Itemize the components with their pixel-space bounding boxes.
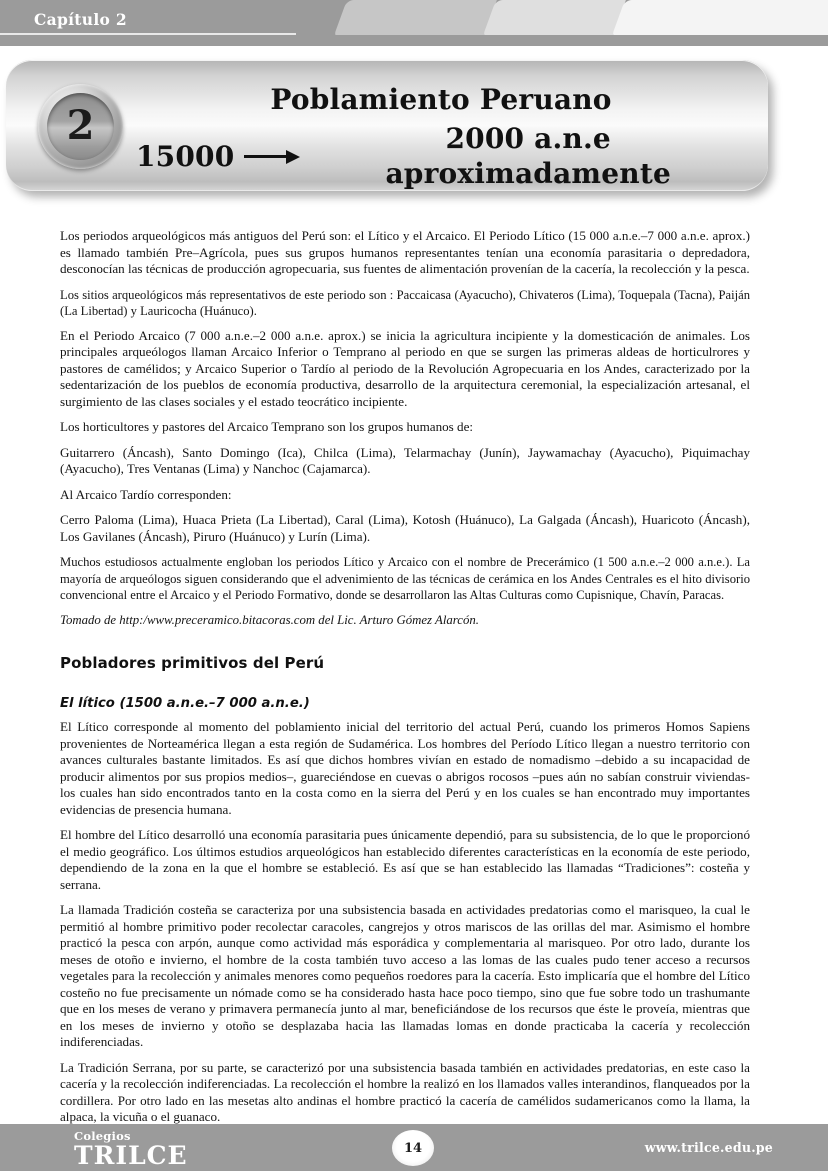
logo-trilce-text: TRILCE [74,1141,188,1170]
header-underbar [0,35,828,46]
header-rule [0,33,296,35]
paragraph-1: Los periodos arqueológicos más antiguos del Perú son: el Lítico y el Arcaico. El Periodo Lítico (15 000 a.n.e.–7 000 a.n.e. aprox.) es llamado también Pre–Agrícola, pues sus grupos humanos representantes tenían una economía parasitaria o depredadora, desconocían las técnicas de producción agropecuaria, sus fuentes de alimentación provenían de la cacería, la recolección y la pesca. [60,228,750,276]
document-content [60,228,750,1135]
banner-range-end: 2000 a.n.e aproximadamente [385,122,671,190]
lithic-paragraph-1: El Lítico corresponde al momento del poblamiento inicial del territorio del actual Perú, cuando los primeros Homos Sapiens provenientes de Norteamérica llegan a esta región de Sudamérica. Los hombres del Período Lítico llegan a nuestro territorio con avances culturales bastante limitados. Es así que dichos hombres vivían en estado de nomadismo –debido a su incapacidad de producir alimentos por sus propios medios–, guareciéndose en cuevas o abrigos rocosos –pues aún no sabían construir viviendas- los cuales han sido encontrados tanto en la costa como en la sierra del Perú y en los cuales se han encontrado muy importantes evidencias de presencia humana. [60,719,750,817]
footer-website-url: www.trilce.edu.pe [644,1140,773,1155]
header-slant-decoration-2 [482,0,626,38]
chapter-number-badge-inner [47,93,114,160]
trilce-logo [74,1130,188,1168]
title-banner [6,60,768,191]
banner-text-block [136,82,746,191]
sub-heading-lithic: El lítico (1500 a.n.e.–7 000 a.n.e.) [60,696,310,712]
banner-range-start: 15000 [136,139,235,173]
page-footer [0,1124,828,1171]
paragraph-3: En el Periodo Arcaico (7 000 a.n.e.–2 000 a.n.e. aprox.) se inicia la agricultura incipiente y la domesticación de animales. Los principales arqueólogos llaman Arcaico Inferior o Temprano al periodo en que se surgen las primeras aldeas de horticulrores y pastores de camélidos; y Arcaico Superior o Tardío al periodo de la Revolución Agropecuaria en los Andes, caracterizado por la sedentarización de los pueblos de economía productiva, desarrollo de la arquitectura ceremonial, la especialización artesanal, el surgimiento de las clases sociales y el estado teocrático incipiente. [60,327,750,409]
banner-date-range [136,121,746,191]
header-slant-decoration-1 [333,0,497,38]
source-attribution: Tomado de http:/www.preceramico.bitacoras.com del Lic. Arturo Gómez Alarcón. [60,613,479,628]
paragraph-2: Los sitios arqueológicos más representativos de este periodo son : Paccaicasa (Ayacucho), Chivateros (Lima), Toquepala (Tacna), Paiján (La Libertad) y Lauricocha (Huánuco). [60,287,750,318]
banner-title: Poblamiento Peruano [270,83,612,116]
section-heading: Pobladores primitivos del Perú [60,654,325,673]
header-slant-decoration-3 [611,0,828,38]
page-header-band [0,0,828,46]
page-number: 14 [403,1140,423,1156]
logo-colegios-text: Colegios [74,1129,131,1143]
paragraph-5-early-archaic-sites: Guitarrero (Áncash), Santo Domingo (Ica), Chilca (Lima), Telarmachay (Junín), Jaywamachay (Ayacucho), Piquimachay (Ayacucho), Tres Ventanas (Lima) y Nanchoc (Cajamarca). [60,444,750,477]
right-arrow-icon [244,149,300,163]
paragraph-6: Al Arcaico Tardío corresponden: [60,486,232,502]
chapter-number: 2 [66,101,95,149]
chapter-number-badge [38,84,123,169]
lithic-paragraph-3-coastal-tradition: La llamada Tradición costeña se caracteriza por una subsistencia basada en actividades predatorias como el marisqueo, la cual le permitió al hombre primitivo poder recolectar caracoles, cangrejos y otros mariscos de las orillas del mar. Asimismo el hombre practicó la pesca con arpón, aunque como actividad más esporádica y complementaria al marisqueo. Por otro lado, durante los meses de otoño e invierno, el hombre de la costa también tuvo acceso a las lomas de las cuales pudo tener acceso a recursos vegetales para la recolección y animales menores como pequeños roedores para la cacería. Esto implicaría que el hombre del Lítico costeño no fue precisamente un nómade como se ha considerado hasta hace poco tiempo, sino que fue sobre todo un trashumante que en los meses de verano y primavera permanecía junto al mar, beneficiándose de los recursos que éste le proveía, mientras que en los meses de invierno y otoño se desplazaba hacia las llamadas lomas en donde practicaba la cacería y recolección indiferenciadas. [60,902,750,1050]
paragraph-4: Los horticultores y pastores del Arcaico Temprano son los grupos humanos de: [60,419,474,435]
title-banner-wrapper [6,60,774,197]
chapter-label: Capítulo 2 [34,10,127,29]
page-number-badge [392,1130,434,1166]
lithic-paragraph-4-highland-tradition: La Tradición Serrana, por su parte, se caracterizó por una subsistencia basada también en actividades predatorias, en este caso la cacería y la recolección indiferenciadas. La recolección el hombre la realizó en los llamados valles interandinos, flanqueados por la cordillera. Por otro lado en las mesetas alto andinas el hombre practicó la cacería de camélidos sudamericanos como la llama, la alpaca, la vicuña o el guanaco. [60,1059,750,1125]
lithic-paragraph-2: El hombre del Lítico desarrolló una economía parasitaria pues únicamente dependió, para su subsistencia, de lo que le proporcionó el medio geográfico. Los últimos estudios arqueológicos han establecido diferentes características en la economía de este periodo, dependiendo de la zona en la que el hombre se estableció. Es así que se han establecido las llamadas “Tradiciones”: costeña y serrana. [60,827,750,892]
paragraph-7-late-archaic-sites: Cerro Paloma (Lima), Huaca Prieta (La Libertad), Caral (Lima), Kotosh (Huánuco), La Galgada (Áncash), Huaricoto (Áncash), Los Gavilanes (Áncash), Piruro (Huánuco) y Lurín (Lima). [60,512,750,544]
paragraph-8: Muchos estudiosos actualmente engloban los periodos Lítico y Arcaico con el nombre de Precerámico (1 500 a.n.e.–2 000 a.n.e.). La mayoría de arqueólogos siguen considerando que el advenimiento de las técnicas de cerámica en los Andes Centrales es el hito divisorio convencional entre el Arcaico y el Periodo Formativo, donde se desarrollaron las Altas Culturas como Cupisnique, Chavín, Paracas. [60,555,750,602]
